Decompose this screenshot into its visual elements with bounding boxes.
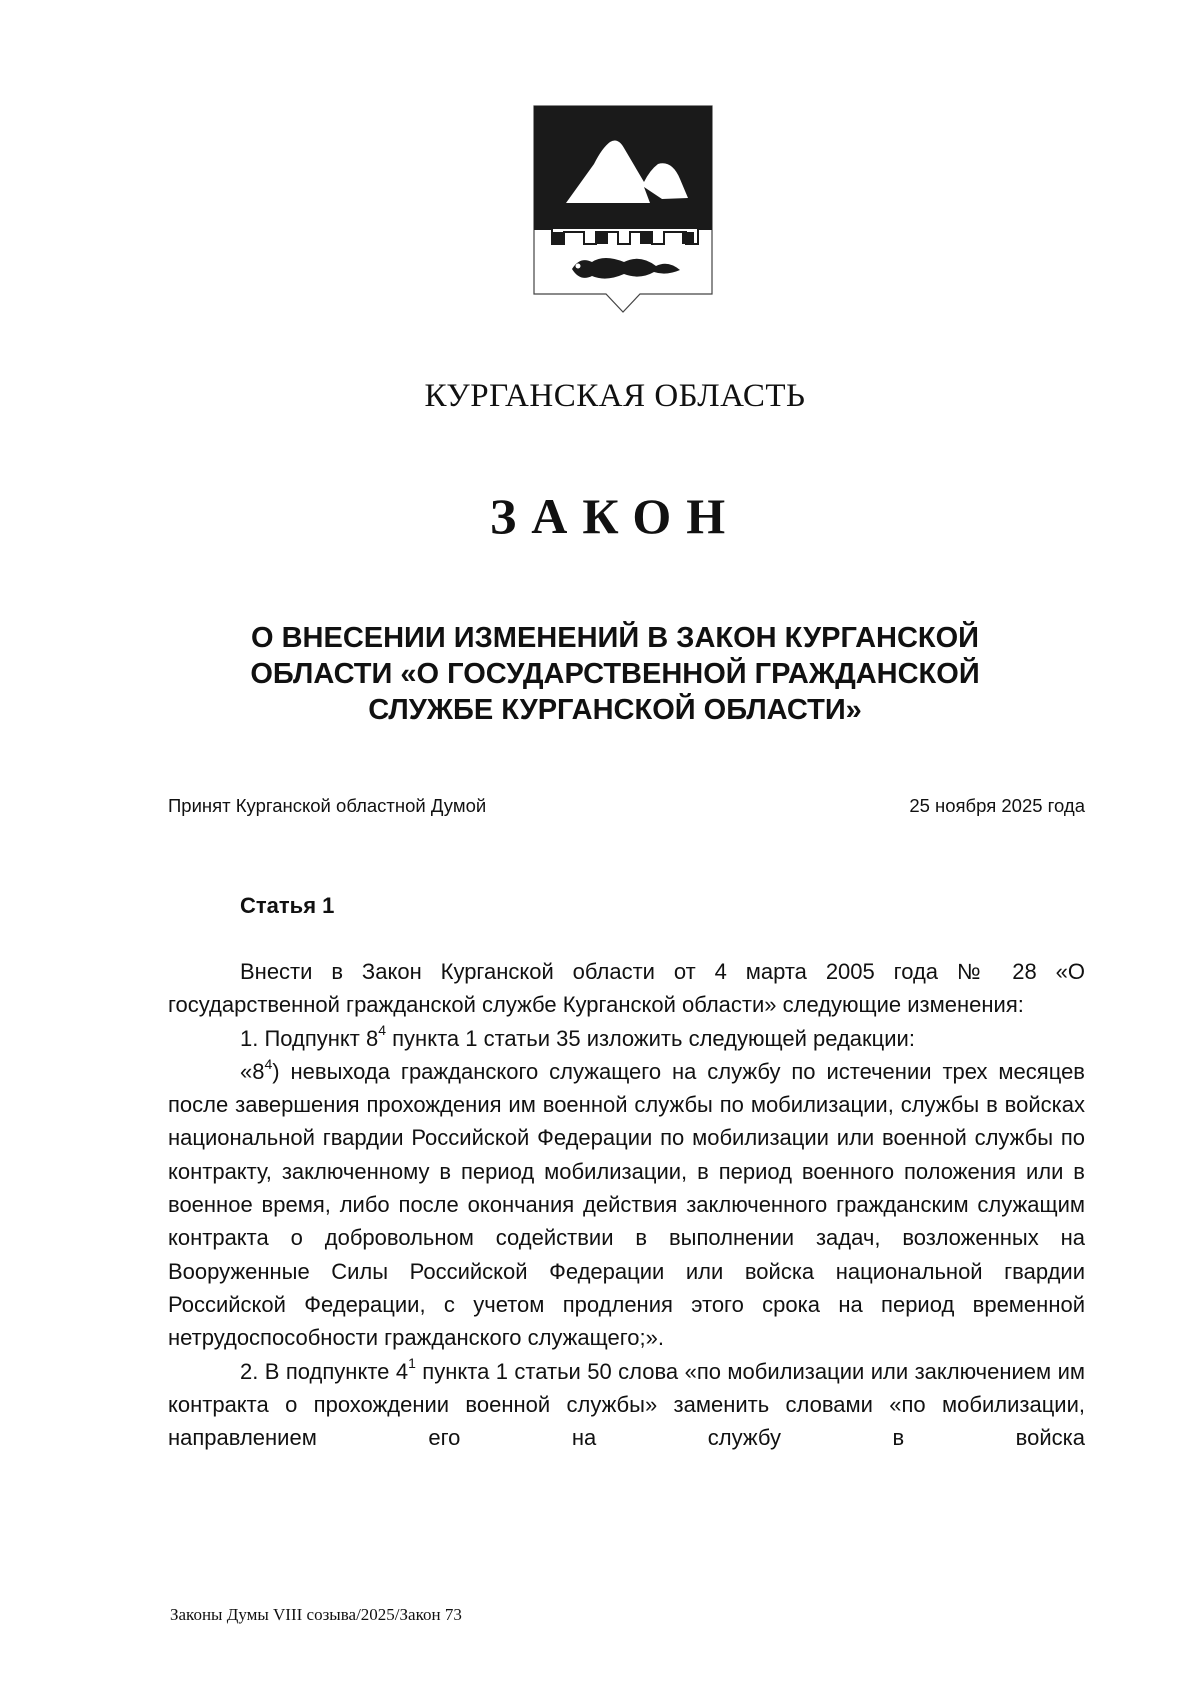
- superscript: 4: [264, 1055, 273, 1072]
- article-body: [168, 955, 1085, 1454]
- coat-of-arms-emblem: [532, 104, 714, 340]
- article-heading: Статья 1: [240, 893, 335, 918]
- law-title-line: О ВНЕСЕНИИ ИЗМЕНЕНИЙ В ЗАКОН КУРГАНСКОЙ: [250, 622, 980, 654]
- item-text: 1. Подпункт 8: [240, 1025, 379, 1051]
- region-name: КУРГАНСКАЯ ОБЛАСТЬ: [424, 378, 806, 414]
- amendment-quote-1: [168, 1055, 1085, 1355]
- article-intro: Внести в Закон Курганской области от 4 марта 2005 года № 28 «О государственной гражданской службе Курганской области» следующие изменения:: [168, 959, 1085, 1018]
- item-text: 2. В подпункте 4: [240, 1358, 409, 1384]
- law-title-line: ОБЛАСТИ «О ГОСУДАРСТВЕННОЙ ГРАЖДАНСКОЙ: [250, 658, 980, 690]
- adoption-date: 25 ноября 2025 года: [909, 795, 1085, 816]
- item-text: ) невыхода гражданского служащего на службу по истечении трех месяцев после завершения прохождения им военной службы по мобилизации, службы в войсках национальной гвардии Российской Федерации по мобилизации или военной службы по контракту, заключенному в период мобилизации, в период военного положения или в военное время, либо после окончания действия заключенного гражданским служащим контракта о добровольном содействии в выполнении задач, возложенных на Вооруженные Силы Российской Федерации или войска национальной гвардии Российской Федерации, с учетом продления этого срока на период временной нетрудоспособности гражданского служащего;».: [168, 1058, 1085, 1351]
- document-type: ЗАКОН: [489, 488, 741, 544]
- superscript: 4: [378, 1022, 387, 1039]
- item-text: пункта 1 статьи 50 слова «по мобилизации или заключением им контракта о прохождении военной службы» заменить словами «по мобилизации, направлением его на службу в войска: [168, 1358, 1085, 1451]
- amendment-item-1: [168, 1022, 1085, 1055]
- footer-reference: Законы Думы VIII созыва/2025/Закон 73: [170, 1605, 462, 1624]
- law-title: [190, 620, 1040, 728]
- item-text: пункта 1 статьи 35 изложить следующей редакции:: [386, 1025, 915, 1051]
- item-text: «8: [240, 1058, 265, 1084]
- law-title-line: СЛУЖБЕ КУРГАНСКОЙ ОБЛАСТИ»: [368, 694, 862, 726]
- amendment-item-2: [168, 1355, 1085, 1455]
- superscript: 1: [408, 1355, 416, 1372]
- adopted-by: Принят Курганской областной Думой: [168, 795, 487, 816]
